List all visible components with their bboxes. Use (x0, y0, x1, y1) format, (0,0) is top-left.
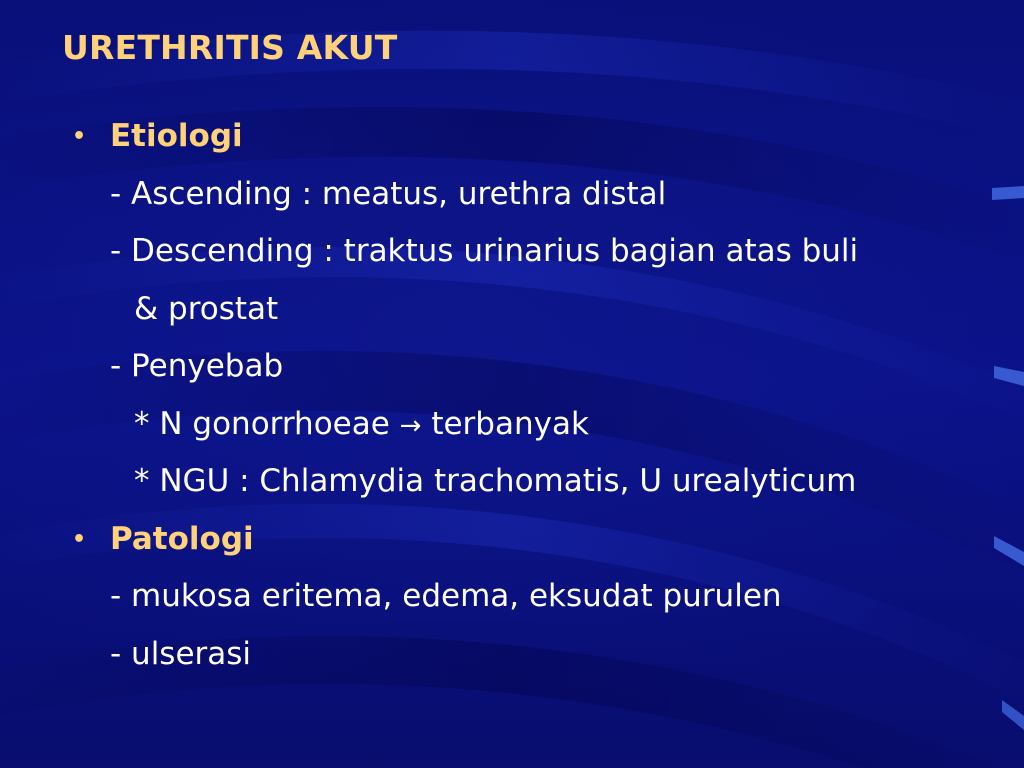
heading-text: Etiologi (110, 118, 243, 154)
list-item: - Ascending : meatus, urethra distal (110, 175, 667, 212)
slide-body (70, 108, 1000, 683)
list-item: - Penyebab (110, 348, 284, 384)
slide-title: URETHRITIS AKUT (62, 28, 398, 67)
bullet-icon: • (72, 124, 87, 149)
list-item: * NGU : Chlamydia trachomatis, U urealyticum (134, 463, 857, 499)
right-arrow-icon: → (399, 410, 422, 441)
list-item: - ulserasi (110, 635, 252, 672)
section-heading-patologi (70, 511, 1000, 569)
list-item-text: terbanyak (431, 405, 589, 442)
bullet-icon: • (72, 526, 87, 552)
list-item: & prostat (134, 290, 279, 327)
list-item: - Descending : traktus urinarius bagian atas buli (110, 233, 859, 269)
section-heading-etiologi (70, 108, 1000, 166)
list-item-text: * N gonorrhoeae (134, 405, 390, 442)
list-item (70, 396, 1000, 454)
heading-text: Patologi (110, 520, 254, 557)
list-item: - mukosa eritema, edema, eksudat purulen (110, 578, 782, 614)
